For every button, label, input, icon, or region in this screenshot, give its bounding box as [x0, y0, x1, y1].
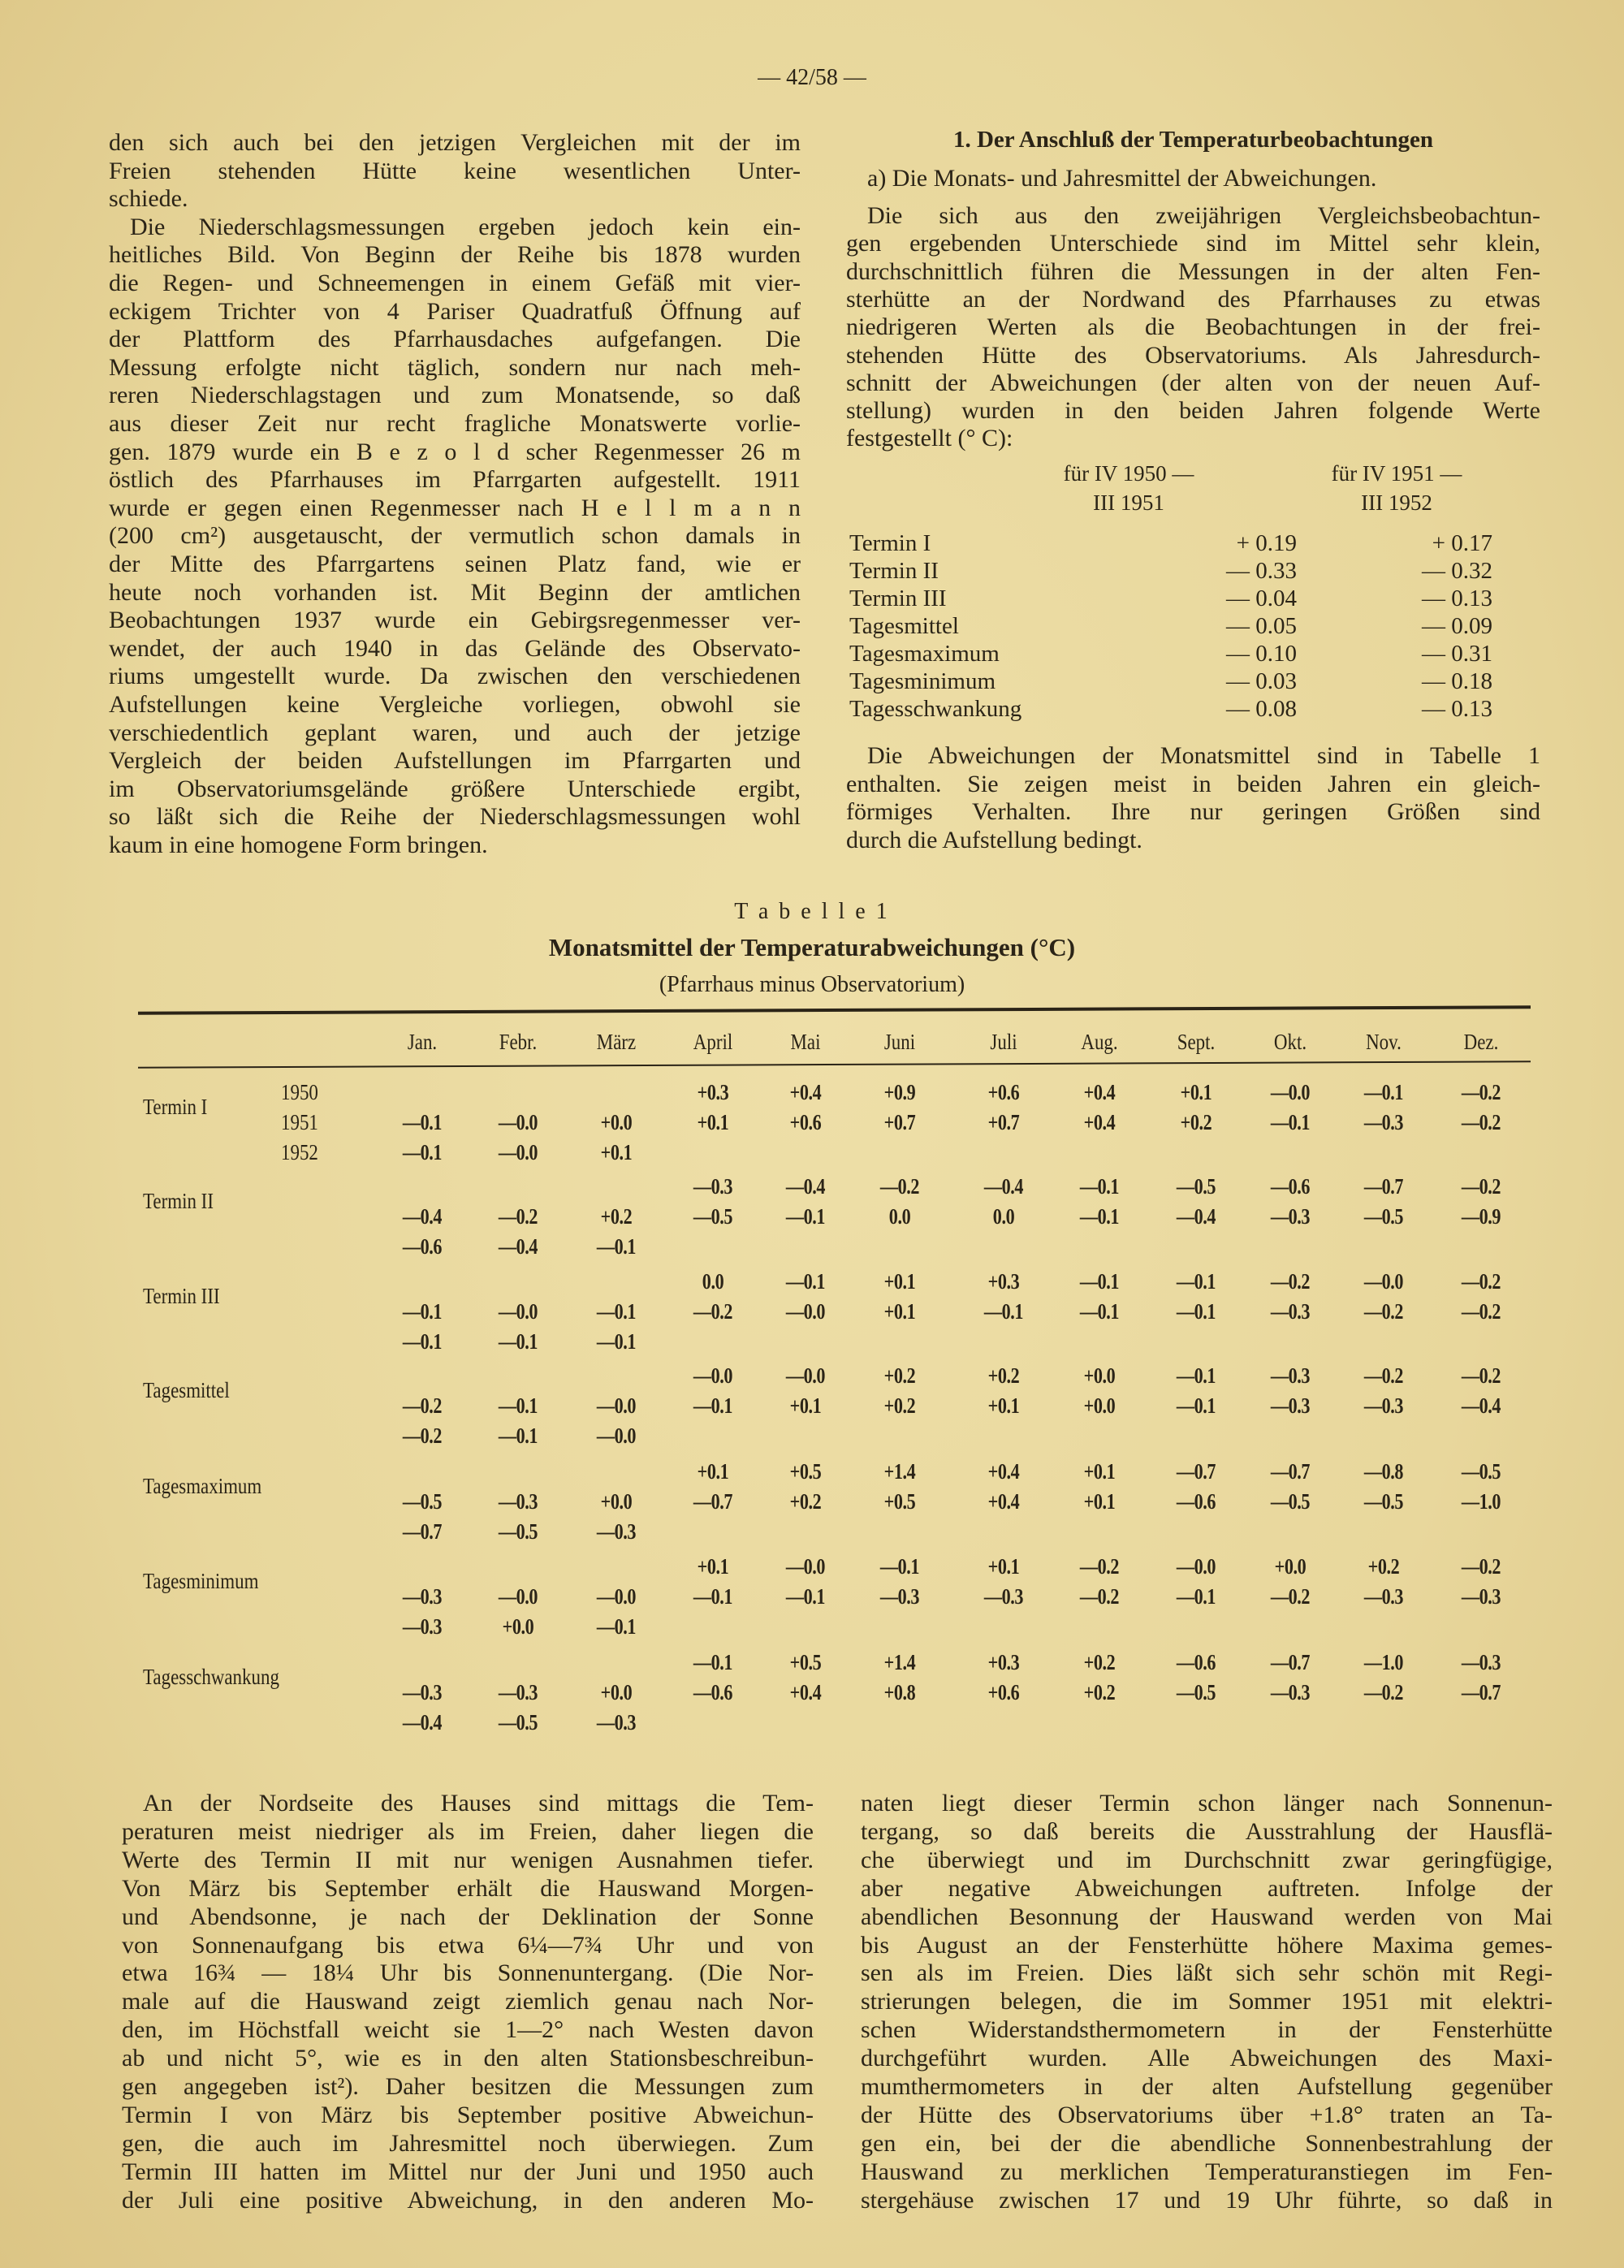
- cell-1952: —0.5: [498, 1710, 538, 1734]
- text-line: und Abendsonne, je nach der Deklination der Sonne: [122, 1903, 814, 1930]
- row-label: Tagesmaximum: [143, 1474, 262, 1498]
- cell-1951: +0.0: [1083, 1393, 1116, 1418]
- table-title: Monatsmittel der Temperaturabweichungen (°C): [548, 933, 1076, 961]
- cell-1951: —0.1: [402, 1299, 443, 1324]
- cell-1951: —0.9: [1461, 1204, 1501, 1229]
- text-line: Die Abweichungen der Monatsmittel sind in Tabelle 1: [867, 742, 1540, 769]
- cell-1951: —0.1: [785, 1204, 826, 1229]
- text-line: der Juli eine positive Abweichung, in den anderen Mo-: [122, 2187, 814, 2214]
- cell-1951: —0.0: [498, 1584, 538, 1609]
- cell-1951: —0.1: [1176, 1393, 1216, 1418]
- cell-1951: —0.3: [402, 1584, 443, 1609]
- cell-1950: —0.1: [693, 1650, 733, 1674]
- cell-1951: 0.0: [992, 1204, 1015, 1229]
- row-label: Tagesmaximum: [849, 641, 1000, 667]
- value-1951-52: — 0.32: [1422, 558, 1492, 584]
- value-1950-51: — 0.08: [1226, 696, 1297, 722]
- cell-1950: +0.0: [1274, 1554, 1307, 1579]
- cell-1950: —0.0: [785, 1363, 826, 1388]
- cell-1950: —0.0: [1270, 1080, 1311, 1104]
- cell-1951: —0.0: [596, 1584, 637, 1609]
- cell-1951: —0.5: [1363, 1204, 1404, 1229]
- cell-1952: +0.1: [600, 1140, 633, 1164]
- cell-1950: —0.2: [1461, 1363, 1501, 1388]
- cell-1951: —1.0: [1461, 1489, 1501, 1514]
- text-line: der Plattform des Pfarrhausdaches aufgefangen. Die: [109, 326, 801, 352]
- text-line: strierungen belegen, die im Sommer 1951 mit elektri-: [861, 1988, 1553, 2015]
- cell-1951: —0.7: [693, 1489, 733, 1514]
- column-header: für IV 1950 —: [1063, 461, 1194, 486]
- cell-1950: —0.7: [1176, 1459, 1216, 1484]
- cell-1951: +0.4: [1083, 1110, 1116, 1134]
- text-line: Werte des Termin II mit nur wenigen Ausnahmen tiefer.: [122, 1847, 814, 1873]
- text-line: gen ein, bei der die abendliche Sonnenbestrahlung der: [861, 2130, 1553, 2157]
- cell-1950: —0.2: [1461, 1554, 1501, 1579]
- text-line: male auf die Hauswand zeigt ziemlich genau nach Nor-: [122, 1988, 814, 2015]
- cell-1950: +0.3: [987, 1269, 1020, 1294]
- cell-1952: —0.3: [596, 1519, 637, 1544]
- value-1951-52: — 0.13: [1422, 696, 1492, 722]
- cell-1951: +0.4: [789, 1680, 822, 1704]
- cell-1951: —0.1: [693, 1393, 733, 1418]
- row-label: Termin I: [143, 1095, 208, 1119]
- text-line: Von März bis September erhält die Hauswand Morgen-: [122, 1875, 814, 1902]
- text-line: Aufstellungen keine Vergleiche vorliegen, obwohl sie: [109, 691, 801, 718]
- text-line: Beobachtungen 1937 wurde ein Gebirgsregenmesser ver-: [109, 607, 801, 633]
- cell-1951: +0.0: [600, 1680, 633, 1704]
- cell-1951: —0.3: [498, 1489, 538, 1514]
- cell-1952: —0.1: [596, 1329, 637, 1354]
- cell-1950: +1.4: [883, 1459, 916, 1484]
- cell-1950: +0.5: [789, 1459, 822, 1484]
- cell-1951: —0.3: [1270, 1680, 1311, 1704]
- cell-1951: +0.2: [789, 1489, 822, 1514]
- cell-1950: —0.1: [1079, 1269, 1120, 1294]
- cell-1950: —0.2: [1363, 1363, 1404, 1388]
- text-line: mumthermometers in der alten Aufstellung gegenüber: [861, 2073, 1553, 2100]
- cell-1951: +0.1: [987, 1393, 1020, 1418]
- cell-1951: —0.2: [1363, 1680, 1404, 1704]
- value-1950-51: — 0.05: [1226, 613, 1297, 639]
- cell-1951: —0.5: [1363, 1489, 1404, 1514]
- text-line: festgestellt (° C):: [846, 425, 1013, 451]
- year-label: 1952: [281, 1140, 318, 1164]
- text-line: peraturen meist niedriger als im Freien, daher liegen die: [122, 1818, 814, 1845]
- cell-1951: +0.2: [600, 1204, 633, 1229]
- text-line: aus dieser Zeit nur recht fragliche Monatswerte vorlie-: [109, 410, 801, 437]
- row-label: Tagesminimum: [143, 1569, 259, 1593]
- cell-1950: —0.1: [785, 1269, 826, 1294]
- month-header: Jan.: [407, 1030, 438, 1054]
- cell-1950: +0.1: [987, 1554, 1020, 1579]
- cell-1951: +0.2: [1180, 1110, 1212, 1134]
- cell-1951: —0.6: [693, 1680, 733, 1704]
- cell-1951: +0.7: [987, 1110, 1020, 1134]
- cell-1950: +0.4: [1083, 1080, 1116, 1104]
- text-line: aber negative Abweichungen auftreten. Infolge der: [861, 1875, 1553, 1902]
- cell-1950: —0.2: [1270, 1269, 1311, 1294]
- cell-1950: —0.1: [1079, 1174, 1120, 1199]
- cell-1951: —0.3: [402, 1680, 443, 1704]
- text-line: die Regen- und Schneemengen in einem Gefäß mit vier-: [109, 270, 801, 296]
- cell-1950: +1.4: [883, 1650, 916, 1674]
- cell-1951: —0.7: [1461, 1680, 1501, 1704]
- value-1950-51: — 0.03: [1226, 668, 1297, 694]
- cell-1951: —0.1: [1079, 1299, 1120, 1324]
- cell-1950: —0.2: [1461, 1269, 1501, 1294]
- cell-1951: —0.2: [1079, 1584, 1120, 1609]
- text-line: Termin I von März bis September positive Abweichun-: [122, 2102, 814, 2128]
- month-header: Okt.: [1273, 1030, 1307, 1054]
- text-line: stergehäuse zwischen 17 und 19 Uhr führte, so daß in: [861, 2187, 1553, 2214]
- cell-1950: —0.8: [1363, 1459, 1404, 1484]
- text-line: schiede.: [109, 185, 188, 212]
- cell-1951: —0.3: [1270, 1299, 1311, 1324]
- cell-1951: —0.2: [1461, 1299, 1501, 1324]
- cell-1950: —0.4: [983, 1174, 1024, 1199]
- cell-1950: —0.0: [693, 1363, 733, 1388]
- text-line: verschiedentlich geplant waren, und auch der jetzige: [109, 719, 801, 746]
- text-line: che überwiegt und im Durchschnitt zwar geringfügige,: [861, 1847, 1553, 1873]
- cell-1951: —0.0: [498, 1110, 538, 1134]
- table-number: T a b e l l e 1: [734, 899, 890, 924]
- cell-1951: —0.2: [1363, 1299, 1404, 1324]
- cell-1951: —0.3: [1270, 1204, 1311, 1229]
- cell-1950: —0.6: [1176, 1650, 1216, 1674]
- value-1950-51: + 0.19: [1236, 530, 1297, 556]
- cell-1951: —0.3: [1363, 1393, 1404, 1418]
- cell-1951: —0.1: [693, 1584, 733, 1609]
- cell-1950: —0.1: [1176, 1363, 1216, 1388]
- cell-1951: —0.1: [785, 1584, 826, 1609]
- cell-1951: —0.2: [1270, 1584, 1311, 1609]
- cell-1951: —0.1: [1079, 1204, 1120, 1229]
- cell-1951: +0.2: [1083, 1680, 1116, 1704]
- cell-1952: —0.3: [402, 1614, 443, 1639]
- cell-1952: —0.0: [498, 1140, 538, 1164]
- value-1951-52: — 0.09: [1422, 613, 1492, 639]
- row-label: Termin I: [849, 530, 931, 556]
- cell-1950: +0.9: [883, 1080, 916, 1104]
- text-line: gen angegeben ist²). Daher besitzen die Messungen zum: [122, 2073, 814, 2100]
- text-line: förmiges Verhalten. Ihre nur geringen Größen sind: [846, 798, 1540, 825]
- cell-1950: +0.2: [883, 1363, 916, 1388]
- cell-1951: —0.5: [402, 1489, 443, 1514]
- cell-1952: —0.4: [498, 1234, 538, 1259]
- cell-1950: +0.3: [987, 1650, 1020, 1674]
- text-line: stehenden Hütte des Observatoriums. Als Jahresdurch-: [846, 342, 1540, 369]
- cell-1950: —0.0: [1363, 1269, 1404, 1294]
- value-1951-52: — 0.13: [1422, 585, 1492, 611]
- cell-1951: +0.1: [883, 1299, 916, 1324]
- value-1950-51: — 0.33: [1226, 558, 1297, 584]
- text-line: Hauswand zu merklichen Temperaturanstiegen im Fen-: [861, 2158, 1553, 2185]
- cell-1952: —0.3: [596, 1710, 637, 1734]
- cell-1951: —0.1: [402, 1110, 443, 1134]
- cell-1950: +0.4: [789, 1080, 822, 1104]
- value-1951-52: + 0.17: [1432, 530, 1492, 556]
- text-line: im Observatoriumsgelände größere Unterschiede ergibt,: [109, 775, 801, 802]
- text-line: An der Nordseite des Hauses sind mittags die Tem-: [143, 1790, 814, 1817]
- cell-1952: —0.1: [596, 1614, 637, 1639]
- cell-1952: —0.7: [402, 1519, 443, 1544]
- cell-1950: +0.1: [697, 1459, 729, 1484]
- text-line: sterhütte an der Nordwand des Pfarrhauses zu etwas: [846, 286, 1540, 313]
- cell-1951: +0.1: [1083, 1489, 1116, 1514]
- cell-1950: —0.2: [879, 1174, 920, 1199]
- cell-1950: +0.6: [987, 1080, 1020, 1104]
- cell-1950: —0.6: [1270, 1174, 1311, 1199]
- cell-1951: +0.4: [987, 1489, 1020, 1514]
- text-line: (200 cm²) ausgetauscht, der vermutlich schon damals in: [109, 522, 801, 549]
- text-line: etwa 16¾ — 18¼ Uhr bis Sonnenuntergang. (Die Nor-: [122, 1959, 814, 1986]
- cell-1952: —0.1: [596, 1234, 637, 1259]
- cell-1952: —0.0: [596, 1423, 637, 1448]
- cell-1950: —0.0: [1176, 1554, 1216, 1579]
- text-line: Messung erfolgte nicht täglich, sondern nur nach meh-: [109, 354, 801, 381]
- cell-1951: —0.5: [1270, 1489, 1311, 1514]
- row-label: Termin II: [849, 558, 939, 584]
- cell-1951: —0.2: [1461, 1110, 1501, 1134]
- text-line: Vergleich der beiden Aufstellungen im Pfarrgarten und: [109, 747, 801, 774]
- text-line: schen Widerstandsthermometern in der Fensterhütte: [861, 2016, 1553, 2043]
- cell-1950: +0.1: [1083, 1459, 1116, 1484]
- cell-1951: +0.2: [883, 1393, 916, 1418]
- cell-1952: —0.1: [402, 1140, 443, 1164]
- cell-1951: +0.1: [789, 1393, 822, 1418]
- cell-1951: —0.0: [596, 1393, 637, 1418]
- text-line: eckigem Trichter von 4 Pariser Quadratfuß Öffnung auf: [109, 298, 801, 325]
- cell-1951: +0.0: [600, 1110, 633, 1134]
- cell-1951: +0.8: [883, 1680, 916, 1704]
- cell-1951: —0.3: [498, 1680, 538, 1704]
- cell-1951: —0.1: [498, 1393, 538, 1418]
- cell-1950: +0.2: [1367, 1554, 1400, 1579]
- cell-1951: —0.2: [693, 1299, 733, 1324]
- cell-1950: +0.1: [1180, 1080, 1212, 1104]
- month-header: Aug.: [1081, 1030, 1118, 1054]
- cell-1951: —0.4: [1176, 1204, 1216, 1229]
- value-1951-52: — 0.18: [1422, 668, 1492, 694]
- text-line: reren Niederschlagstagen und zum Monatsende, so daß: [109, 382, 801, 408]
- text-line: kaum in eine homogene Form bringen.: [109, 832, 488, 858]
- cell-1951: —0.1: [1176, 1584, 1216, 1609]
- text-line: heitliches Bild. Von Beginn der Reihe bis 1878 wurden: [109, 241, 801, 268]
- cell-1950: +0.1: [697, 1554, 729, 1579]
- text-line: durchschnittlich führen die Messungen in der alten Fen-: [846, 258, 1540, 285]
- cell-1950: +0.4: [987, 1459, 1020, 1484]
- cell-1950: —0.2: [1461, 1080, 1501, 1104]
- text-line: niedrigeren Werten als die Beobachtungen in der frei-: [846, 313, 1540, 340]
- cell-1950: +0.0: [1083, 1363, 1116, 1388]
- text-line: tergang, so daß bereits die Ausstrahlung der Hausflä-: [861, 1818, 1553, 1845]
- cell-1950: —0.1: [1363, 1080, 1404, 1104]
- row-label: Tagesmittel: [849, 613, 959, 639]
- text-line: der Hütte des Observatoriums über +1.8° traten an Ta-: [861, 2102, 1553, 2128]
- text-line: durch die Aufstellung bedingt.: [846, 827, 1142, 853]
- cell-1950: —0.1: [1176, 1269, 1216, 1294]
- cell-1950: —0.2: [1461, 1174, 1501, 1199]
- cell-1951: —0.0: [498, 1299, 538, 1324]
- column-header: III 1952: [1361, 490, 1432, 515]
- cell-1950: —0.7: [1270, 1459, 1311, 1484]
- cell-1951: —0.6: [1176, 1489, 1216, 1514]
- cell-1951: —0.3: [1461, 1584, 1501, 1609]
- text-line: bis August an der Fensterhütte höhere Maxima gemes-: [861, 1932, 1553, 1959]
- cell-1950: —0.1: [879, 1554, 920, 1579]
- value-1950-51: — 0.04: [1226, 585, 1297, 611]
- cell-1951: —0.1: [1270, 1110, 1311, 1134]
- value-1951-52: — 0.31: [1422, 641, 1492, 667]
- table-subtitle: (Pfarrhaus minus Observatorium): [659, 972, 965, 997]
- cell-1950: —0.5: [1461, 1459, 1501, 1484]
- cell-1950: —0.3: [1270, 1363, 1311, 1388]
- cell-1952: —0.5: [498, 1519, 538, 1544]
- cell-1951: —0.1: [983, 1299, 1024, 1324]
- column-header: III 1951: [1093, 490, 1164, 515]
- cell-1951: —0.4: [402, 1204, 443, 1229]
- cell-1951: —0.3: [1363, 1584, 1404, 1609]
- text-line: Freien stehenden Hütte keine wesentlichen Unter-: [109, 158, 801, 184]
- text-line: von Sonnenaufgang bis etwa 6¼—7¾ Uhr und von: [122, 1932, 814, 1959]
- text-line: den sich auch bei den jetzigen Vergleichen mit der im: [109, 129, 801, 156]
- text-line: heute noch vorhanden ist. Mit Beginn der amtlichen: [109, 579, 801, 606]
- text-line: den, im Höchstfall weicht sie 1—2° nach Westen davon: [122, 2016, 814, 2043]
- month-header: Mai: [790, 1030, 821, 1054]
- cell-1951: —0.1: [596, 1299, 637, 1324]
- cell-1951: +0.5: [883, 1489, 916, 1514]
- cell-1951: +0.6: [987, 1680, 1020, 1704]
- cell-1951: —0.3: [1363, 1110, 1404, 1134]
- cell-1952: —0.1: [498, 1423, 538, 1448]
- text-line: ab und nicht 5°, wie es in den alten Stationsbeschreibun-: [122, 2045, 814, 2071]
- cell-1950: —0.7: [1270, 1650, 1311, 1674]
- cell-1950: —0.5: [1176, 1174, 1216, 1199]
- cell-1951: —0.4: [1461, 1393, 1501, 1418]
- text-line: naten liegt dieser Termin schon länger nach Sonnenun-: [861, 1790, 1553, 1817]
- column-header: für IV 1951 —: [1331, 461, 1462, 486]
- text-line: Termin III hatten im Mittel nur der Juni und 1950 auch: [122, 2158, 814, 2185]
- month-header: Juni: [883, 1030, 916, 1054]
- text-line: Die Niederschlagsmessungen ergeben jedoch kein ein-: [130, 214, 801, 240]
- text-line: stellung) wurden in den beiden Jahren folgende Werte: [846, 397, 1540, 424]
- cell-1950: —0.4: [785, 1174, 826, 1199]
- cell-1952: +0.0: [502, 1614, 534, 1639]
- cell-1952: —0.2: [402, 1423, 443, 1448]
- text-line: abendlichen Besonnung der Hauswand werden von Mai: [861, 1903, 1553, 1930]
- subsection-heading: a) Die Monats- und Jahresmittel der Abweichungen.: [867, 165, 1377, 192]
- cell-1950: —0.3: [1461, 1650, 1501, 1674]
- cell-1951: +0.1: [697, 1110, 729, 1134]
- cell-1951: —0.0: [785, 1299, 826, 1324]
- row-label: Tagesschwankung: [849, 696, 1022, 722]
- cell-1950: —1.0: [1363, 1650, 1404, 1674]
- text-line: gen ergebenden Unterschiede sind im Mittel sehr klein,: [846, 230, 1540, 257]
- text-line: Die sich aus den zweijährigen Vergleichsbeobachtun-: [867, 202, 1540, 229]
- text-line: durchgeführt wurden. Alle Abweichungen des Maxi-: [861, 2045, 1553, 2071]
- value-1950-51: — 0.10: [1226, 641, 1297, 667]
- row-label: Termin III: [849, 585, 947, 611]
- text-line: enthalten. Sie zeigen meist in beiden Jahren ein gleich-: [846, 771, 1540, 797]
- cell-1950: —0.7: [1363, 1174, 1404, 1199]
- cell-1951: —0.5: [1176, 1680, 1216, 1704]
- cell-1951: +0.0: [600, 1489, 633, 1514]
- row-label: Tagesminimum: [849, 668, 996, 694]
- cell-1950: +0.3: [697, 1080, 729, 1104]
- text-line: der Mitte des Pfarrgartens seinen Platz fand, wie er: [109, 551, 801, 577]
- row-label: Tagesmittel: [143, 1378, 230, 1402]
- cell-1950: —0.0: [785, 1554, 826, 1579]
- cell-1952: —0.6: [402, 1234, 443, 1259]
- cell-1951: 0.0: [888, 1204, 911, 1229]
- table-top-rule: [138, 1005, 1531, 1014]
- text-line: gen. 1879 wurde ein B e z o l d scher Regenmesser 26 m: [109, 438, 801, 465]
- month-header: Sept.: [1177, 1030, 1216, 1054]
- cell-1950: +0.5: [789, 1650, 822, 1674]
- text-line: sen als im Freien. Dies läßt sich sehr schön mit Regi-: [861, 1959, 1553, 1986]
- month-header: Dez.: [1463, 1030, 1499, 1054]
- text-line: wendet, der auch 1940 in das Gelände des Observato-: [109, 635, 801, 662]
- cell-1952: —0.4: [402, 1710, 443, 1734]
- cell-1950: +0.2: [987, 1363, 1020, 1388]
- cell-1950: +0.1: [883, 1269, 916, 1294]
- cell-1950: —0.3: [693, 1174, 733, 1199]
- cell-1952: —0.1: [498, 1329, 538, 1354]
- cell-1950: 0.0: [702, 1269, 724, 1294]
- month-header: Juli: [990, 1030, 1017, 1054]
- cell-1952: —0.1: [402, 1329, 443, 1354]
- cell-1951: —0.1: [1176, 1299, 1216, 1324]
- text-line: gen, die auch im Jahresmittel noch überwiegen. Zum: [122, 2130, 814, 2157]
- row-label: Termin III: [143, 1284, 220, 1308]
- text-line: wurde er gegen einen Regenmesser nach H e l l m a n n: [109, 495, 801, 521]
- year-label: 1951: [281, 1110, 318, 1134]
- month-header: Febr.: [499, 1030, 538, 1054]
- cell-1950: +0.2: [1083, 1650, 1116, 1674]
- text-line: östlich des Pfarrhauses im Pfarrgarten aufgestellt. 1911: [109, 466, 801, 493]
- text-line: so läßt sich die Reihe der Niederschlagsmessungen wohl: [109, 803, 801, 830]
- cell-1951: +0.6: [789, 1110, 822, 1134]
- section-heading: 1. Der Anschluß der Temperaturbeobachtungen: [952, 127, 1434, 153]
- year-label: 1950: [281, 1080, 318, 1104]
- row-label: Termin II: [143, 1189, 214, 1213]
- cell-1951: —0.2: [402, 1393, 443, 1418]
- text-line: riums umgestellt wurde. Da zwischen den verschiedenen: [109, 663, 801, 689]
- cell-1951: +0.7: [883, 1110, 916, 1134]
- page-number: — 42/58 —: [758, 65, 866, 90]
- cell-1951: —0.2: [498, 1204, 538, 1229]
- cell-1951: —0.3: [1270, 1393, 1311, 1418]
- cell-1951: —0.3: [879, 1584, 920, 1609]
- text-line: schnitt der Abweichungen (der alten von der neuen Auf-: [846, 369, 1540, 396]
- cell-1950: —0.2: [1079, 1554, 1120, 1579]
- cell-1951: —0.3: [983, 1584, 1024, 1609]
- table-header-rule: [138, 1061, 1531, 1068]
- cell-1951: —0.5: [693, 1204, 733, 1229]
- month-header: März: [596, 1030, 637, 1054]
- row-label: Tagesschwankung: [143, 1665, 279, 1689]
- month-header: Nov.: [1366, 1030, 1402, 1054]
- month-header: April: [693, 1030, 733, 1054]
